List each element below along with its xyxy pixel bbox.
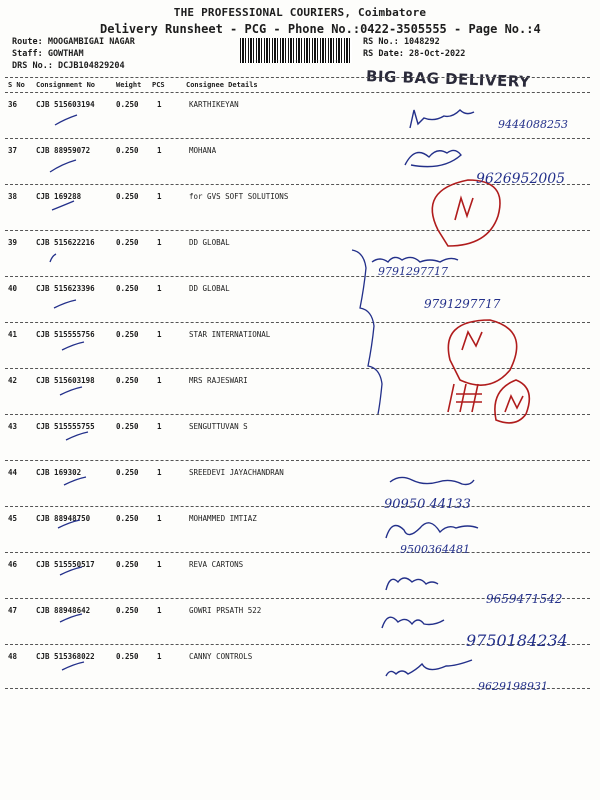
row-pcs: 1 (157, 560, 162, 569)
header-left-block (12, 36, 135, 72)
row-consignee: DD GLOBAL (189, 284, 230, 293)
row-weight: 0.250 (116, 606, 139, 615)
handwritten-phone: 9629198931 (478, 680, 548, 693)
row-consignment: CJB 169302 (36, 468, 82, 477)
row-consignment: CJB 88959072 (36, 146, 91, 155)
col-consignee: Consignee Details (186, 81, 258, 89)
divider (5, 460, 590, 461)
row-pcs: 1 (157, 468, 162, 477)
row-pcs: 1 (157, 238, 162, 247)
handwritten-phone: 90950 44133 (384, 497, 471, 512)
divider (5, 138, 590, 139)
row-consignee: CANNY CONTROLS (189, 652, 253, 661)
row-pcs: 1 (157, 192, 162, 201)
row-weight: 0.250 (116, 652, 139, 661)
divider (5, 368, 590, 369)
row-sno: 40 (8, 284, 18, 293)
table-row (0, 140, 600, 186)
row-consignment: CJB 169288 (36, 192, 82, 201)
divider (5, 92, 590, 93)
row-sno: 46 (8, 560, 18, 569)
row-weight: 0.250 (116, 238, 139, 247)
handwritten-phone: 9791297717 (378, 265, 448, 278)
col-sno: S No (8, 81, 25, 89)
row-consignment: CJB 515603194 (36, 100, 95, 109)
staff-label: Staff: GOWTHAM (12, 49, 84, 59)
row-weight: 0.250 (116, 468, 139, 477)
table-row (0, 370, 600, 416)
row-consignee: SENGUTTUVAN S (189, 422, 248, 431)
row-pcs: 1 (157, 146, 162, 155)
col-weight: Weight (116, 81, 142, 89)
row-consignee: STAR INTERNATIONAL (189, 330, 271, 339)
row-pcs: 1 (157, 514, 162, 523)
row-consignment: CJB 515555755 (36, 422, 95, 431)
col-pcs: PCS (152, 81, 165, 89)
row-consignee: MOHAMMED IMTIAZ (189, 514, 257, 523)
row-pcs: 1 (157, 100, 162, 109)
row-pcs: 1 (157, 330, 162, 339)
rs-number: RS No.: 1048292 (363, 37, 440, 47)
table-row (0, 462, 600, 508)
row-weight: 0.250 (116, 330, 139, 339)
route-label: Route: MOOGAMBIGAI NAGAR (12, 37, 135, 47)
row-weight: 0.250 (116, 422, 139, 431)
divider (5, 598, 590, 599)
table-row (0, 94, 600, 140)
row-pcs: 1 (157, 284, 162, 293)
row-sno: 39 (8, 238, 18, 247)
row-sno: 36 (8, 100, 18, 109)
big-bag-delivery-stamp: BIG BAG DELIVERY (365, 67, 531, 91)
table-row (0, 278, 600, 324)
row-weight: 0.250 (116, 284, 139, 293)
divider (5, 506, 590, 507)
row-consignee: MOHANA (189, 146, 217, 155)
table-row (0, 554, 600, 600)
row-weight: 0.250 (116, 376, 139, 385)
row-consignee: for GVS SOFT SOLUTIONS (189, 192, 289, 201)
runsheet-title: Delivery Runsheet - PCG - Phone No.:0422-3505555 - Page No.:4 (100, 22, 541, 36)
row-consignment: CJB 515622216 (36, 238, 95, 247)
row-consignment: CJB 515555756 (36, 330, 95, 339)
row-consignee: REVA CARTONS (189, 560, 244, 569)
row-consignment: CJB 515550517 (36, 560, 95, 569)
divider (5, 276, 590, 277)
table-row (0, 186, 600, 232)
divider (5, 77, 590, 78)
row-pcs: 1 (157, 376, 162, 385)
row-consignment: CJB 515623396 (36, 284, 95, 293)
row-consignee: MRS RAJESWARI (189, 376, 248, 385)
row-consignee: GOWRI PRSATH 522 (189, 606, 262, 615)
handwritten-phone: 9500364481 (400, 543, 470, 556)
row-pcs: 1 (157, 606, 162, 615)
divider (5, 230, 590, 231)
table-row (0, 600, 600, 646)
table-row (0, 324, 600, 370)
rs-date: RS Date: 28-Oct-2022 (363, 49, 466, 59)
row-weight: 0.250 (116, 146, 139, 155)
row-sno: 42 (8, 376, 18, 385)
row-consignee: SREEDEVI JAYACHANDRAN (189, 468, 284, 477)
handwritten-phone: 9444088253 (498, 118, 568, 131)
table-row (0, 508, 600, 554)
row-sno: 38 (8, 192, 18, 201)
handwritten-phone: 9750184234 (466, 631, 568, 650)
row-consignment: CJB 515368022 (36, 652, 95, 661)
row-pcs: 1 (157, 422, 162, 431)
row-consignment: CJB 515603198 (36, 376, 95, 385)
row-consignment: CJB 88948750 (36, 514, 91, 523)
row-consignment: CJB 88948642 (36, 606, 91, 615)
row-sno: 45 (8, 514, 18, 523)
row-weight: 0.250 (116, 560, 139, 569)
row-sno: 48 (8, 652, 18, 661)
table-row (0, 646, 600, 692)
handwritten-phone: 9659471542 (486, 592, 563, 606)
row-consignee: KARTHIKEYAN (189, 100, 239, 109)
row-consignee: DD GLOBAL (189, 238, 230, 247)
divider (5, 414, 590, 415)
divider (5, 644, 590, 645)
divider (5, 552, 590, 553)
row-sno: 44 (8, 468, 18, 477)
row-weight: 0.250 (116, 192, 139, 201)
table-row (0, 416, 600, 462)
divider (5, 184, 590, 185)
divider (5, 688, 590, 689)
row-sno: 43 (8, 422, 18, 431)
barcode (240, 38, 352, 63)
table-row (0, 232, 600, 278)
row-sno: 37 (8, 146, 18, 155)
handwritten-phone: 9626952005 (476, 171, 566, 187)
divider (5, 322, 590, 323)
row-weight: 0.250 (116, 514, 139, 523)
row-weight: 0.250 (116, 100, 139, 109)
row-sno: 41 (8, 330, 18, 339)
row-sno: 47 (8, 606, 18, 615)
header-right-block (363, 36, 465, 60)
row-pcs: 1 (157, 652, 162, 661)
drs-label: DRS No.: DCJB104829204 (12, 61, 125, 71)
company-title: THE PROFESSIONAL COURIERS, Coimbatore (173, 6, 427, 19)
col-consignment: Consignment No (36, 81, 96, 89)
handwritten-phone: 9791297717 (424, 297, 501, 311)
